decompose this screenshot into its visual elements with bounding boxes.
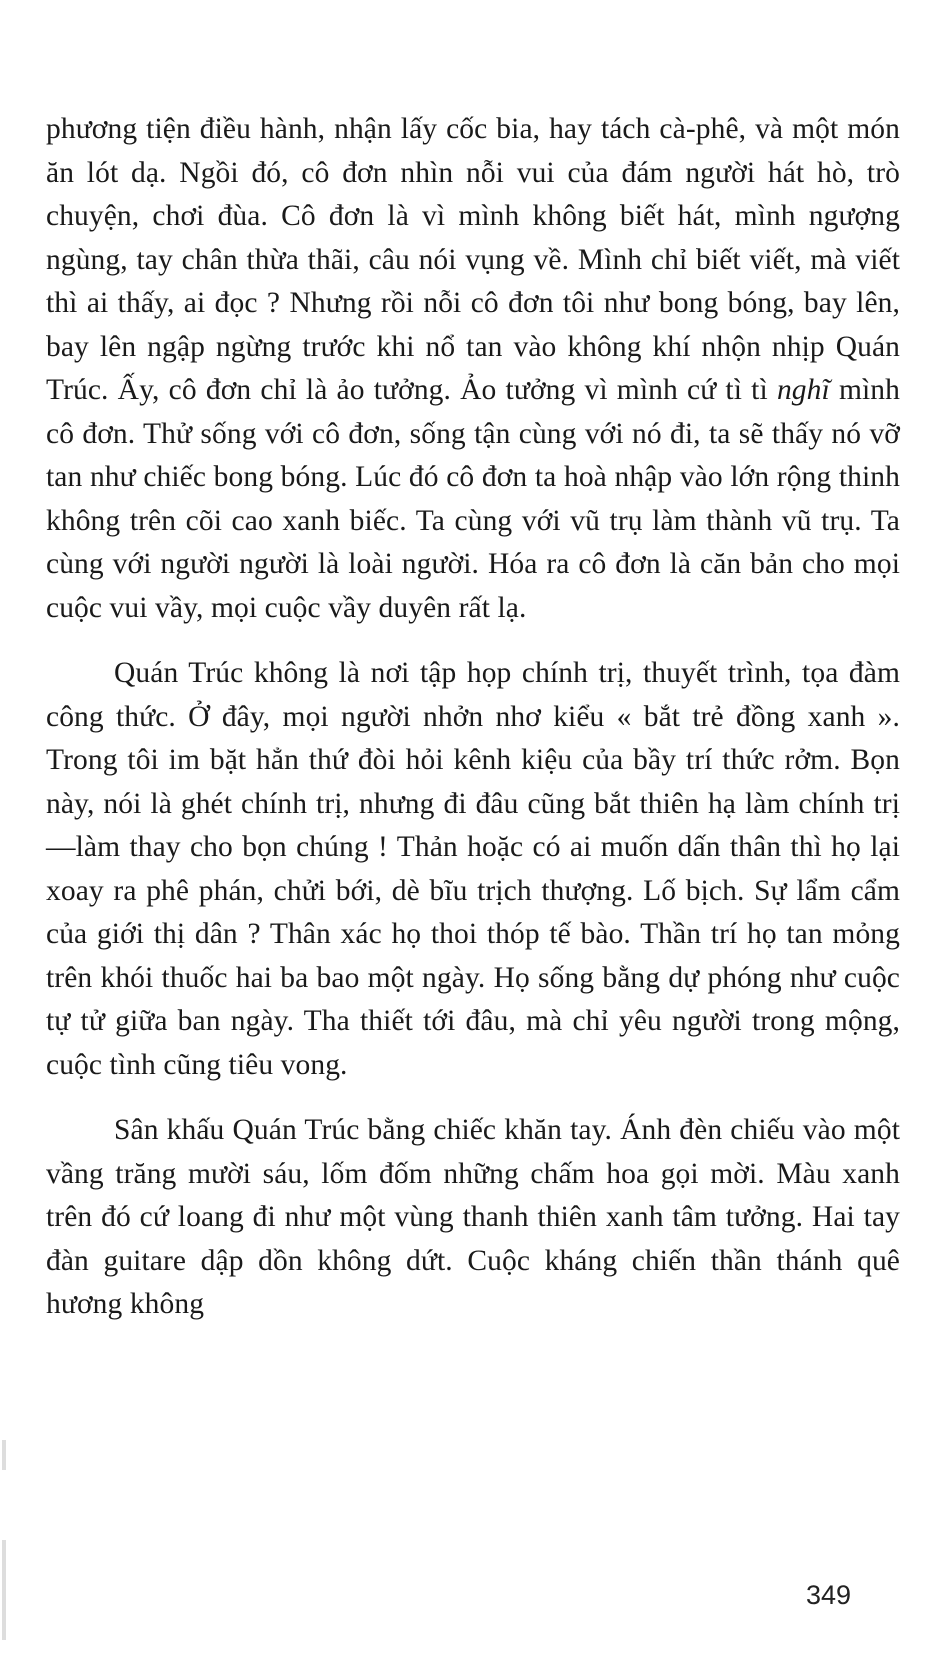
paragraph-1-text-a: phương tiện điều hành, nhận lấy cốc bia, hay tách cà-phê, và một món ăn lót dạ. Ngồi đó, cô đơn nhìn nỗi vui của đám người hát hò, trò chuyện, chơi đùa. Cô đơn là vì mình không biết hát, mình ngượng ngùng, tay chân thừa thãi, câu nói vụng về. Mình chỉ biết viết, mà viết thì ai thấy, ai đọc ? Nhưng rồi nỗi cô đơn tôi như bong bóng, bay lên, bay lên ngập ngừng trước khi nổ tan vào không khí nhộn nhịp Quán Trúc. Ấy, cô đơn chỉ là ảo tưởng. Ảo tưởng vì mình cứ tì tì	[46, 113, 900, 406]
emphasis-word: nghĩ	[776, 374, 830, 406]
page-number: 349	[805, 1580, 851, 1610]
body-text	[46, 108, 900, 1327]
paragraph-1-text-b: mình cô đơn. Thử sống với cô đơn, sống tận cùng với nó đi, ta sẽ thấy nó vỡ tan như chiếc bong bóng. Lúc đó cô đơn ta hoà nhập vào lớn rộng thinh không trên cõi cao xanh biếc. Ta cùng với vũ trụ làm thành vũ trụ. Ta cùng với người người là loài người. Hóa ra cô đơn là căn bản cho mọi cuộc vui vầy, mọi cuộc vầy duyên rất lạ.	[46, 374, 900, 624]
scan-edge-mark	[2, 1440, 6, 1470]
paragraph-3: Sân khấu Quán Trúc bằng chiếc khăn tay. Ánh đèn chiếu vào một vầng trăng mười sáu, lốm đốm những chấm hoa gọi mời. Màu xanh trên đó cứ loang đi như một vùng thanh thiên xanh tâm tưởng. Hai tay đàn guitare dập dồn không dứt. Cuộc kháng chiến thần thánh quê hương không	[46, 1114, 900, 1320]
paragraph-1	[46, 108, 900, 630]
scan-edge-mark	[2, 1540, 6, 1640]
paragraph-2: Quán Trúc không là nơi tập họp chính trị, thuyết trình, tọa đàm công thức. Ở đây, mọi người nhởn nhơ kiểu « bắt trẻ đồng xanh ». Trong tôi im bặt hẳn thứ đòi hỏi kênh kiệu của bầy trí thức rởm. Bọn này, nói là ghét chính trị, nhưng đi đâu cũng bắt thiên hạ làm chính trị —làm thay cho bọn chúng ! Thản hoặc có ai muốn dấn thân thì họ lại xoay ra phê phán, chửi bới, dè bĩu trịch thượng. Lố bịch. Sự lẩm cẩm của giới thị dân ? Thân xác họ thoi thóp tế bào. Thần trí họ tan mỏng trên khói thuốc hai ba bao một ngày. Họ sống bằng dự phóng như cuộc tự tử giữa ban ngày. Tha thiết tới đâu, mà chỉ yêu người trong mộng, cuộc tình cũng tiêu vong.	[46, 657, 900, 1081]
